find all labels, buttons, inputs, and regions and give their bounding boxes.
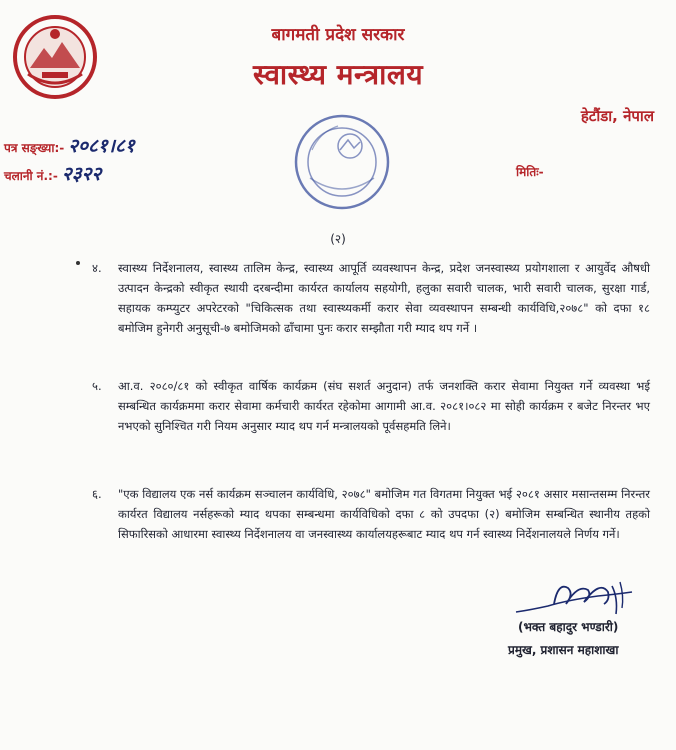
dispatch-number-value: २३२२ xyxy=(61,163,102,185)
paragraph-4 xyxy=(92,258,650,338)
bullet-mark xyxy=(76,261,80,265)
dispatch-number-label: चलानी नं.:- xyxy=(4,169,58,183)
signatory-name: (भक्त बहादुर भण्डारी) xyxy=(518,620,619,634)
signatory-title: प्रमुख, प्रशासन महाशाखा xyxy=(508,643,619,657)
page-number: (२) xyxy=(330,232,346,246)
paragraph-5 xyxy=(92,376,650,436)
paragraph-number: ५. xyxy=(92,379,102,393)
date-label: मितिः- xyxy=(516,165,544,179)
location: हेटौंडा, नेपाल xyxy=(580,107,654,125)
ministry-name: स्वास्थ्य मन्त्रालय xyxy=(252,58,424,91)
paragraph-text: स्वास्थ्य निर्देशनालय, स्वास्थ्य तालिम केन्द्र, स्वास्थ्य आपूर्ति व्यवस्थापन केन्द्र, प्रदेश जनस्वास्थ्य प्रयोगशाला र आयुर्वेद औषधी उत्पादन केन्द्रको स्वीकृत स्थायी दरबन्दीमा कार्यरत कार्यालय सहयोगी, हलुका सवारी चालक, भारी सवारी चालक, सुरक्षा गार्ड, सहायक कम्प्युटर अपरेटरको "चिकित्सक तथा स्वास्थ्यकर्मी करार सेवा व्यवस्थापन सम्बन्धी कार्यविधि,२०७८" को दफा १८ बमोजिम हुनेगरी अनुसूची-७ बमोजिमको ढाँचामा पुनः करार सम्झौता गरी म्याद थप गर्ने । xyxy=(118,261,650,335)
letter-number xyxy=(4,132,135,158)
paragraph-number: ४. xyxy=(92,261,102,275)
paragraph-text: आ.व. २०८०/८१ को स्वीकृत वार्षिक कार्यक्रम (संघ सशर्त अनुदान) तर्फ जनशक्ति करार सेवामा नियुक्त गर्ने व्यवस्था भई सम्बन्धित कार्यक्रममा करार सेवामा कर्मचारी कार्यरत रहेकोमा आगामी आ.व. २०८१।०८२ मा सोही कार्यक्रम र बजेट निरन्तर भए नभएको सुनिश्चित गरी नियम अनुसार म्याद थप गर्न मन्त्रालयको पूर्वसहमति लिने। xyxy=(118,379,650,433)
letter-number-value: २०८१।८१ xyxy=(68,135,135,157)
paragraph-number: ६. xyxy=(92,487,102,501)
paragraph-text: "एक विद्यालय एक नर्स कार्यक्रम सञ्चालन कार्यविधि, २०७८" बमोजिम गत विगतमा नियुक्त भई २०८१ असार मसान्तसम्म निरन्तर कार्यरत विद्यालय नर्सहरूको म्याद थपका सम्बन्धमा कार्यविधिको दफा ८ को उपदफा (२) बमोजिम सम्बन्धित स्थानीय तहको सिफारिसको आधारमा स्वास्थ्य निर्देशनालय वा जनस्वास्थ्य कार्यालयहरूबाट म्याद थप गर्न स्वास्थ्य निर्देशनालयले निर्णय गर्ने। xyxy=(118,487,650,541)
handwritten-signature xyxy=(508,574,638,624)
paragraph-6 xyxy=(92,484,650,544)
letter-number-label: पत्र सङ्ख्या:- xyxy=(4,141,65,155)
government-name: बागमती प्रदेश सरकार xyxy=(271,25,405,45)
dispatch-number xyxy=(4,160,101,186)
ministry-seal-stamp xyxy=(290,110,394,214)
